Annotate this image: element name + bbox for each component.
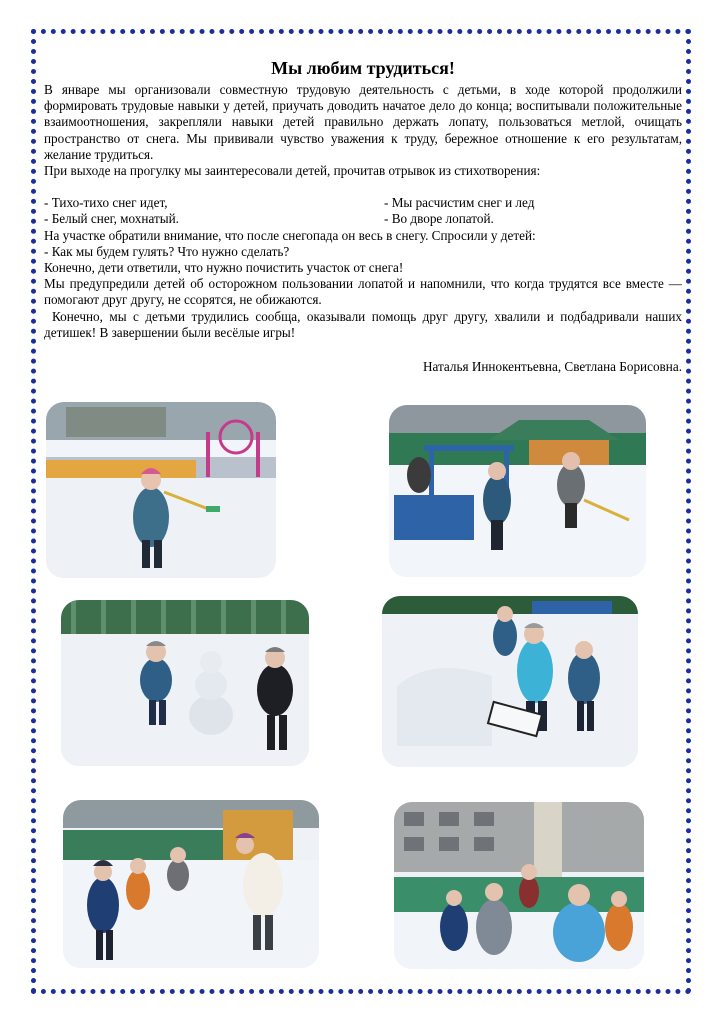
poem-line-1-right: - Мы расчистим снег и лед [384,195,535,211]
photo-sandbox-shoveling [389,405,646,577]
walk-intro-paragraph: При выходе на прогулку мы заинтересовали детей, прочитав отрывок из стихотворения: [44,163,541,179]
warning-paragraph: Мы предупредили детей об осторожном пользовании лопатой и напомнили, что когда трудятся все вместе — помогают друг другу, не ссорятся, не обижаются. [44,276,682,308]
photo-children-big-shovel [382,596,638,767]
signature: Наталья Иннокентьевна, Светлана Борисовна. [422,359,682,375]
poem-line-1-left: - Тихо-тихо снег идет, [44,195,168,211]
intro-paragraph: В январе мы организовали совместную трудовую деятельность с детьми, в ходе которой продолжили формировать трудовые навыки у детей, приучать доводить начатое дело до конца; воспитывали положительные взаимоотношения, закрепляли навыки детей правильно держать лопату, пользоваться метлой, очищать пространство от снега. Мы прививали чувство уважения к труду, бережное отношение к его результатам, желание трудиться. [44,82,682,162]
attention-paragraph: На участке обратили внимание, что после снегопада он весь в снегу. Спросили у детей: [44,227,536,243]
question-paragraph: - Как мы будем гулять? Что нужно сделать? [44,243,290,259]
photo-snowman [61,600,309,766]
poem-line-2-right: - Во дворе лопатой. [384,211,494,227]
spacer [44,179,682,195]
poem-line-2-left: - Белый снег, мохнатый. [44,211,179,227]
text-block [44,58,682,375]
photo-group-games [394,802,644,969]
photo-child-with-shovel [46,402,276,578]
poem-line-2 [44,211,682,227]
page-title: Мы любим трудиться! [271,58,455,78]
photo-children-with-teacher [63,800,319,968]
conclusion-paragraph: Конечно, мы с детьми трудились сообща, оказывали помощь друг другу, хвалили и подбадривали наших детишек! В завершении были весёлые игры! [44,308,682,340]
answer-paragraph: Конечно, дети ответили, что нужно почистить участок от снега! [44,260,404,276]
poem-line-1 [44,195,682,211]
